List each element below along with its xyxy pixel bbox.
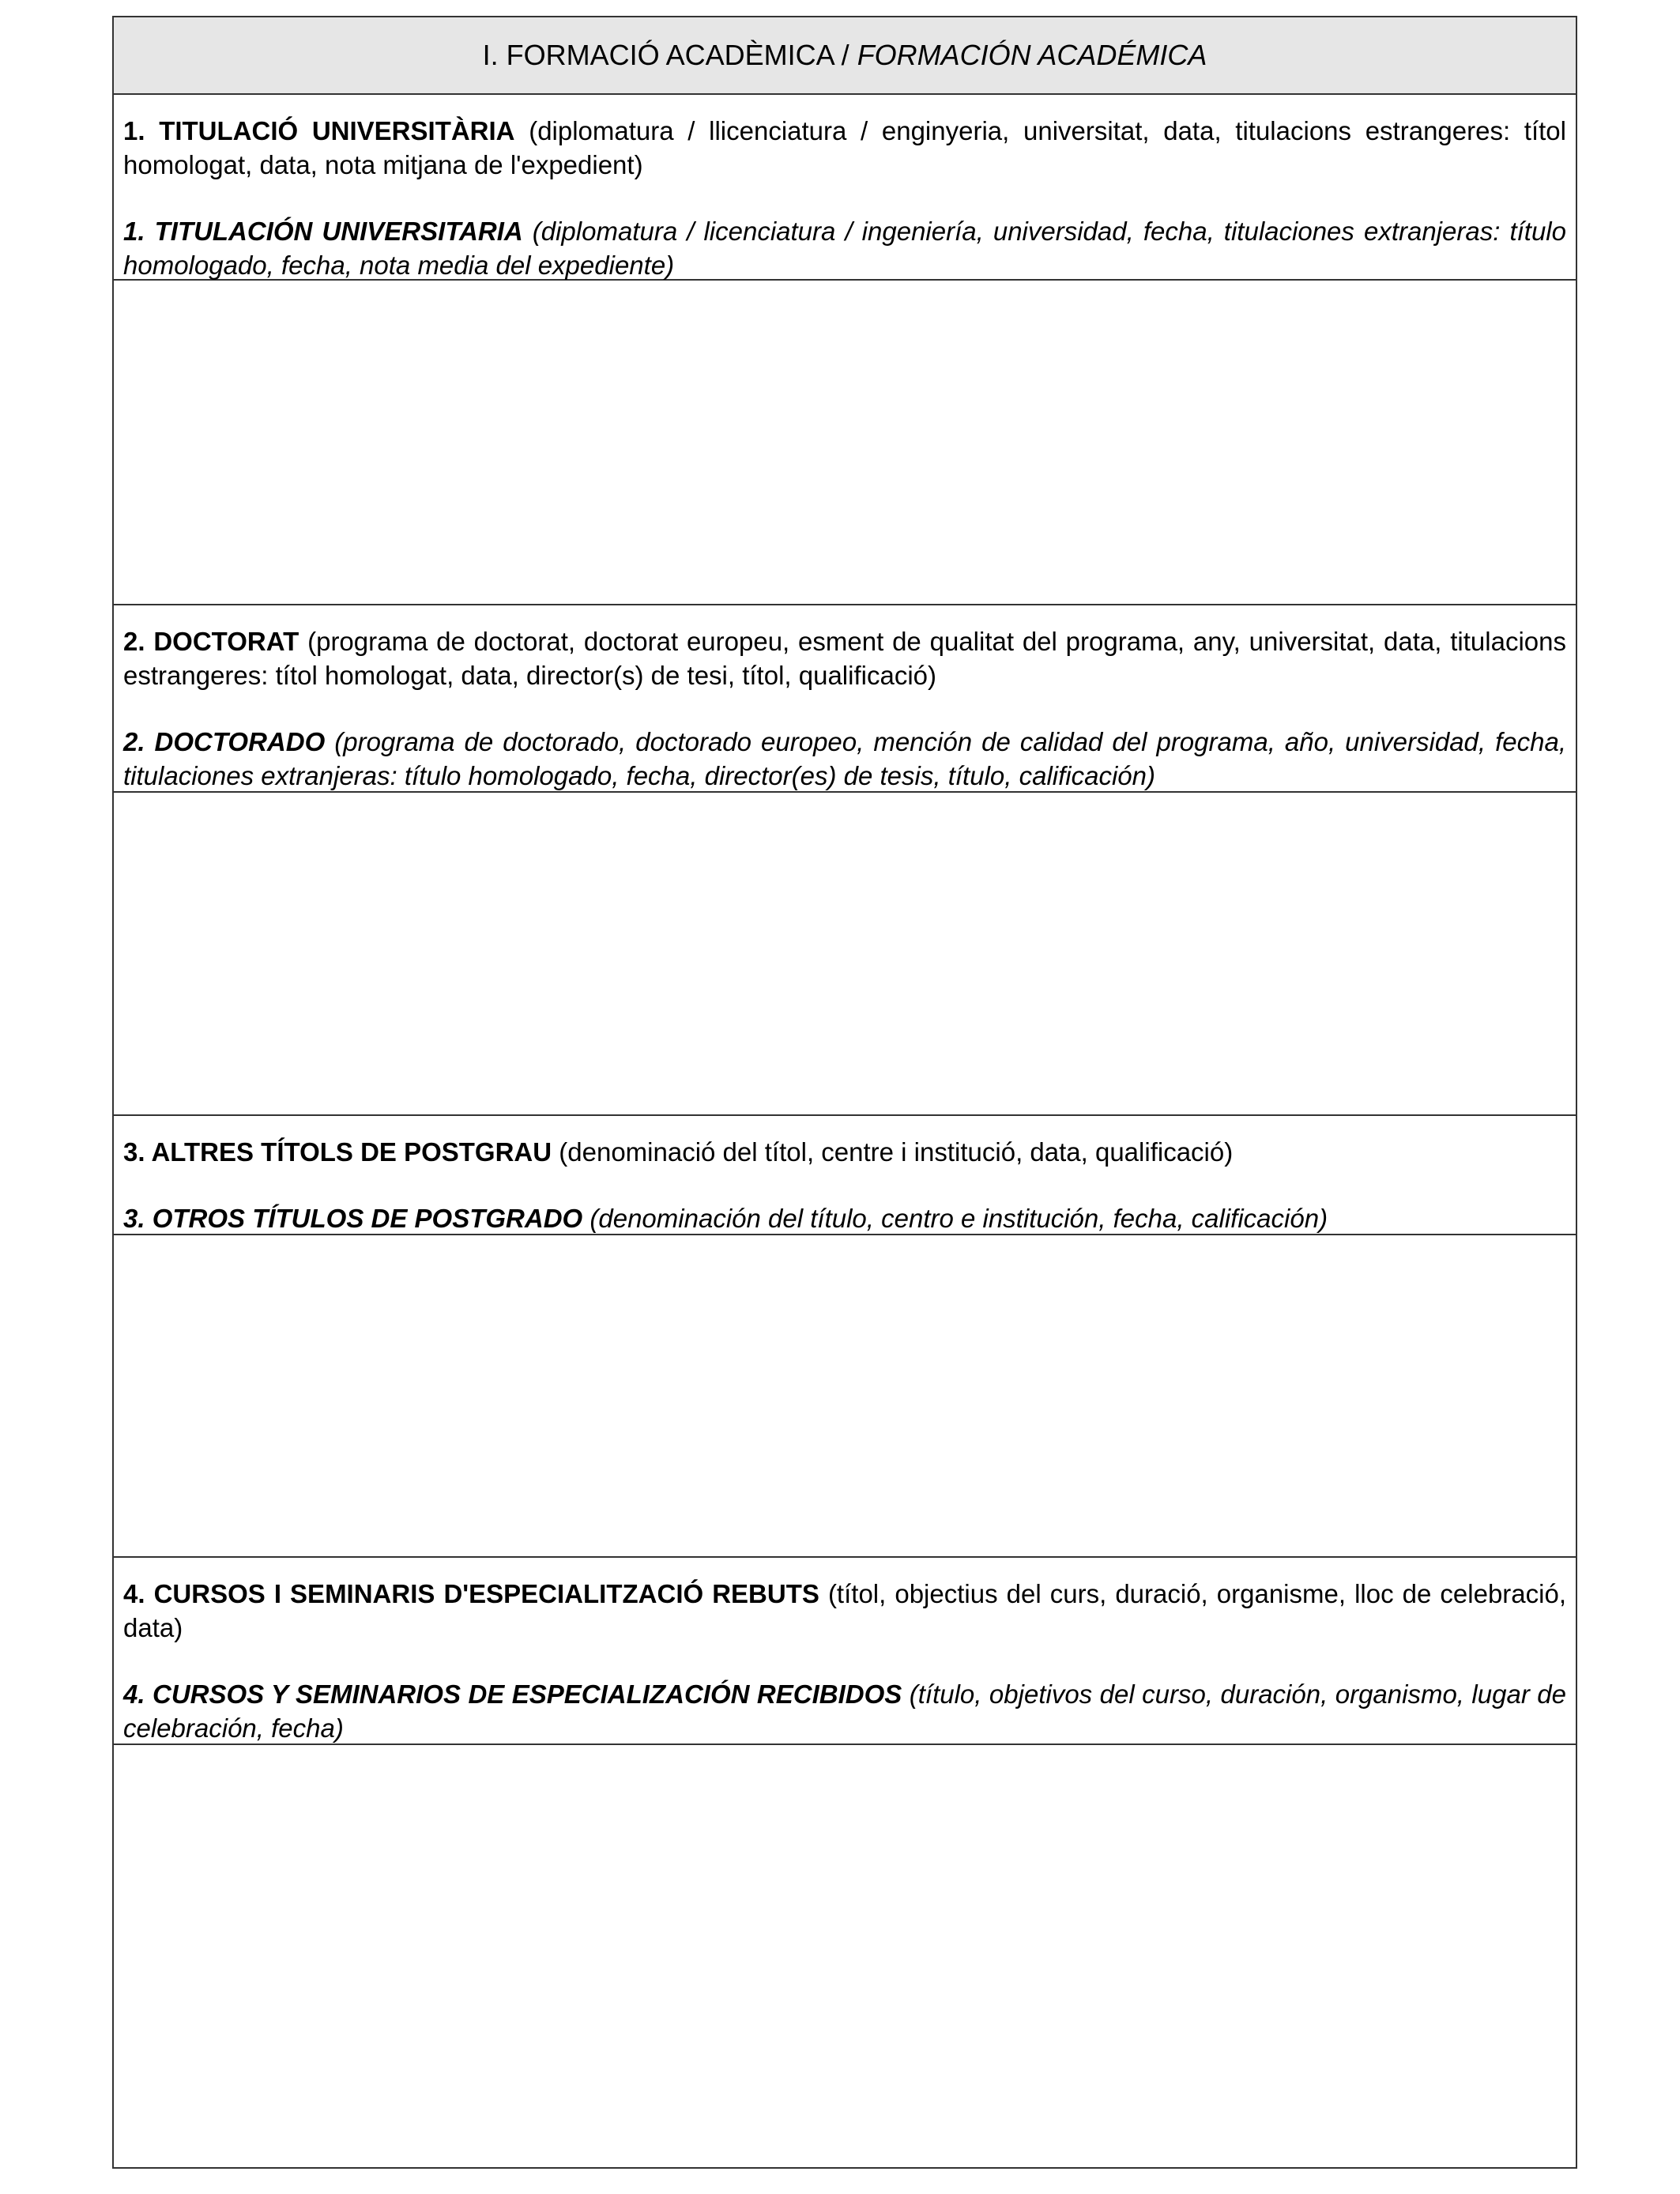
section-2-answer-area[interactable] [114, 793, 1576, 1116]
section-3-catalan-text [123, 1135, 1566, 1169]
section-4-description [114, 1558, 1576, 1745]
section-3-catalan-title: 3. ALTRES TÍTOLS DE POSTGRAU [123, 1137, 552, 1167]
section-2-catalan-title: 2. DOCTORAT [123, 627, 299, 656]
section-4-catalan-title: 4. CURSOS I SEMINARIS D'ESPECIALITZACIÓ REBUTS [123, 1579, 819, 1608]
section-3-spanish-detail: (denominación del título, centro e institución, fecha, calificación) [582, 1204, 1328, 1233]
section-3-answer-area[interactable] [114, 1235, 1576, 1558]
section-2-catalan-detail: (programa de doctorat, doctorat europeu, esment de qualitat del programa, any, universitat, data, titulacions estrangeres: títol homologat, data, director(s) de tesi, títol, qualificació) [123, 627, 1566, 690]
section-4-catalan-detail: (títol, objectius del curs, duració, organisme, lloc de celebració, data) [123, 1579, 1566, 1642]
header-title-catalan: I. FORMACIÓ ACADÈMICA / [482, 39, 849, 71]
section-3-spanish-title: 3. OTROS TÍTULOS DE POSTGRADO [123, 1204, 583, 1233]
section-1-spanish-text [123, 214, 1566, 282]
section-4-spanish-detail: (título, objetivos del curso, duración, organismo, lugar de celebración, fecha) [123, 1679, 1566, 1743]
section-4-spanish-title: 4. CURSOS Y SEMINARIOS DE ESPECIALIZACIÓN RECIBIDOS [123, 1679, 902, 1709]
section-3-description [114, 1116, 1576, 1235]
section-2-spanish-detail: (programa de doctorado, doctorado europeo, mención de calidad del programa, año, universidad, fecha, titulaciones extranjeras: título homologado, fecha, director(es) de tesis, título, calificación) [123, 727, 1566, 790]
section-1-catalan-title: 1. TITULACIÓ UNIVERSITÀRIA [123, 116, 515, 145]
form-section-header [114, 17, 1576, 95]
section-2-spanish-text [123, 725, 1566, 793]
section-1-catalan-text [123, 114, 1566, 182]
section-1-spanish-detail: (diplomatura / licenciatura / ingeniería, universidad, fecha, titulaciones extranjeras: título homologado, fecha, nota media del expediente) [123, 217, 1566, 280]
section-1-spanish-title: 1. TITULACIÓN UNIVERSITARIA [123, 217, 523, 246]
section-2-spanish-title: 2. DOCTORADO [123, 727, 326, 756]
academic-training-form [112, 16, 1577, 2169]
section-1-answer-area[interactable] [114, 281, 1576, 605]
section-4-catalan-text [123, 1577, 1566, 1645]
section-1-catalan-detail: (diplomatura / llicenciatura / enginyeria, universitat, data, titulacions estrangeres: títol homologat, data, nota mitjana de l'expedient) [123, 116, 1566, 179]
section-3-catalan-detail: (denominació del títol, centre i institució, data, qualificació) [552, 1137, 1234, 1167]
section-4-answer-area[interactable] [114, 1745, 1576, 2167]
header-title-spanish: FORMACIÓN ACADÉMICA [857, 39, 1207, 71]
section-2-catalan-text [123, 624, 1566, 692]
section-3-spanish-text [123, 1201, 1566, 1235]
section-1-description [114, 95, 1576, 281]
section-2-description [114, 605, 1576, 793]
section-4-spanish-text [123, 1677, 1566, 1745]
